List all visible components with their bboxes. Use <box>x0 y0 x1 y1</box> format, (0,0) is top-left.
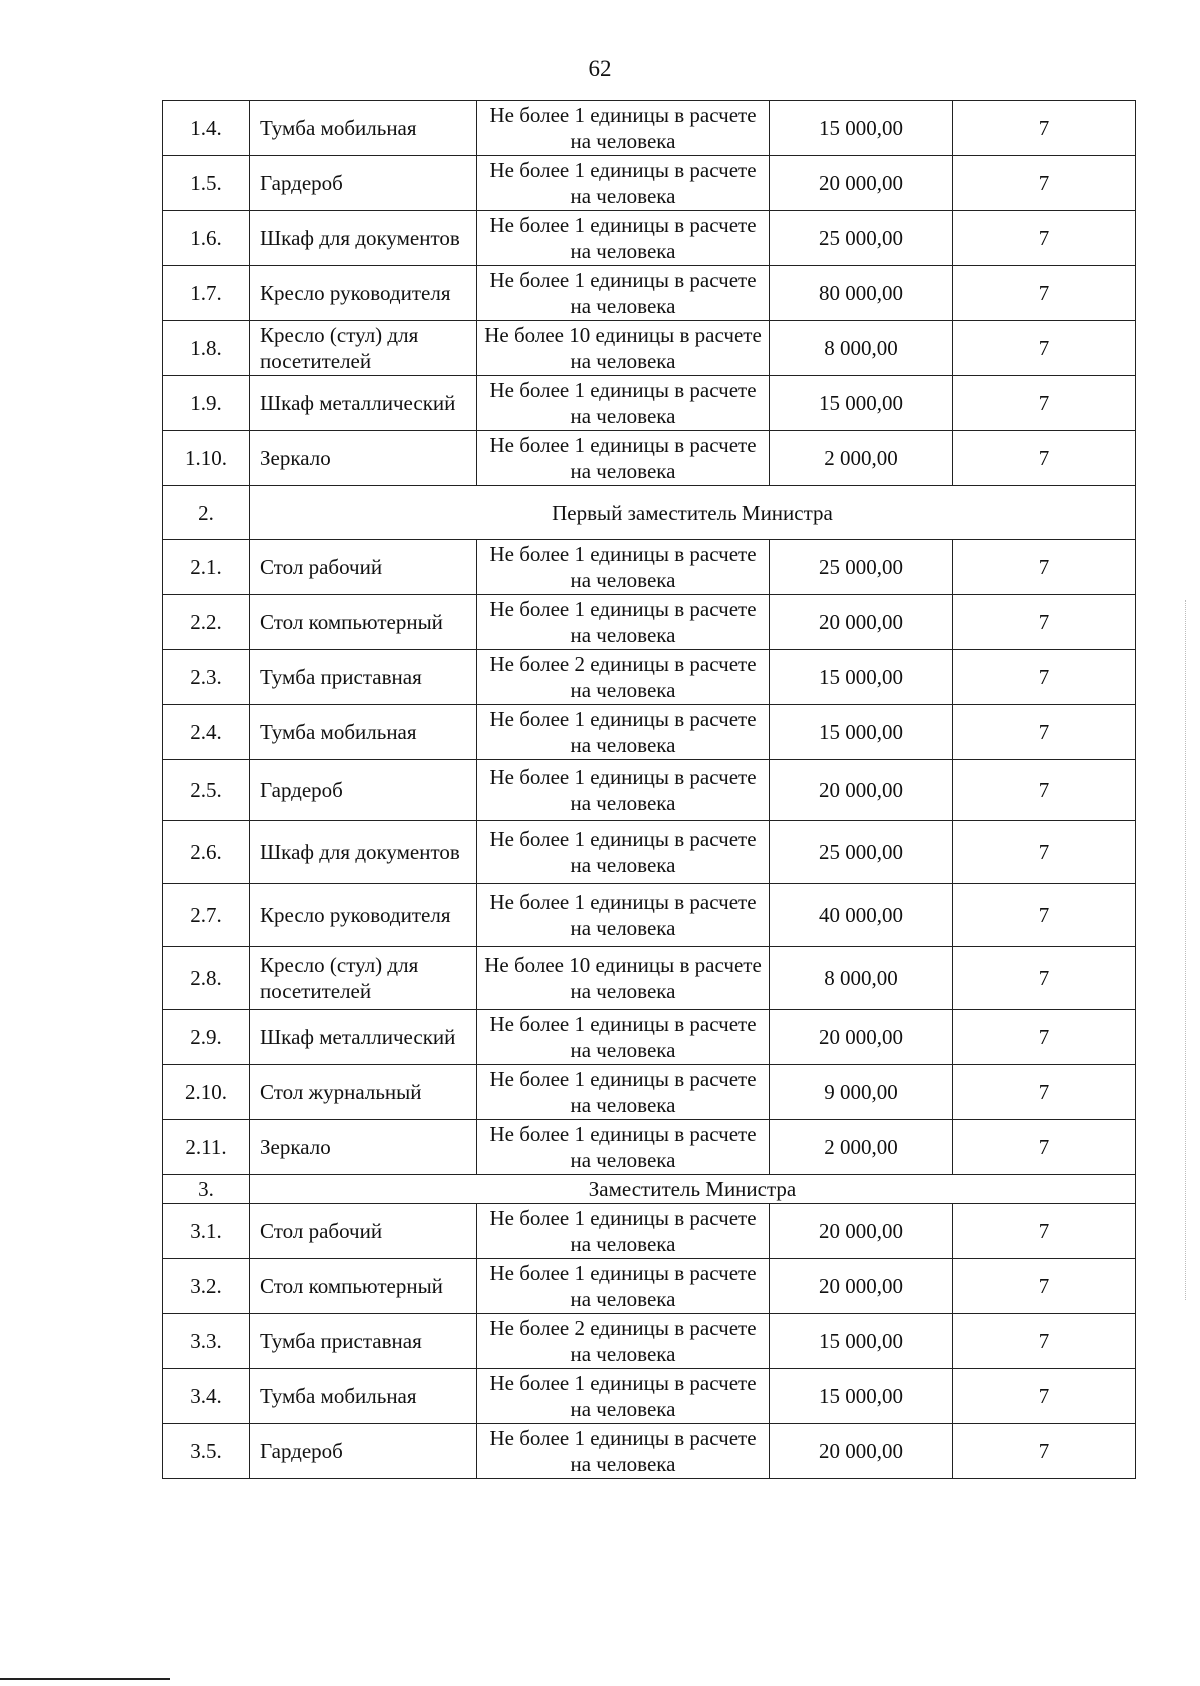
item-price: 20 000,00 <box>770 156 953 211</box>
item-name: Гардероб <box>250 760 477 821</box>
item-norm: Не более 10 единицы в расчете на человека <box>477 947 770 1010</box>
table-row <box>163 947 1136 1010</box>
item-price: 25 000,00 <box>770 821 953 884</box>
item-years: 7 <box>953 1369 1136 1424</box>
item-name: Шкаф для документов <box>250 211 477 266</box>
item-name: Кресло руководителя <box>250 884 477 947</box>
item-number: 3.1. <box>163 1204 250 1259</box>
item-number: 1.6. <box>163 211 250 266</box>
item-price: 20 000,00 <box>770 1259 953 1314</box>
table-row <box>163 1204 1136 1259</box>
item-number: 3.4. <box>163 1369 250 1424</box>
table-row <box>163 1010 1136 1065</box>
item-norm: Не более 1 единицы в расчете на человека <box>477 101 770 156</box>
table-row <box>163 101 1136 156</box>
item-number: 1.5. <box>163 156 250 211</box>
item-years: 7 <box>953 156 1136 211</box>
item-norm: Не более 1 единицы в расчете на человека <box>477 376 770 431</box>
table-row <box>163 705 1136 760</box>
item-years: 7 <box>953 595 1136 650</box>
item-price: 15 000,00 <box>770 101 953 156</box>
item-years: 7 <box>953 1204 1136 1259</box>
item-years: 7 <box>953 1120 1136 1175</box>
item-number: 2.2. <box>163 595 250 650</box>
scan-edge-marks <box>1185 600 1192 1300</box>
section-number: 3. <box>163 1175 250 1204</box>
item-name: Шкаф металлический <box>250 1010 477 1065</box>
item-price: 25 000,00 <box>770 211 953 266</box>
item-price: 20 000,00 <box>770 1010 953 1065</box>
table-row <box>163 1259 1136 1314</box>
item-years: 7 <box>953 650 1136 705</box>
item-price: 15 000,00 <box>770 1314 953 1369</box>
table-row <box>163 540 1136 595</box>
section-row <box>163 1175 1136 1204</box>
item-number: 2.5. <box>163 760 250 821</box>
item-norm: Не более 1 единицы в расчете на человека <box>477 1259 770 1314</box>
item-norm: Не более 1 единицы в расчете на человека <box>477 760 770 821</box>
section-title: Первый заместитель Министра <box>250 486 1136 540</box>
item-number: 2.4. <box>163 705 250 760</box>
item-number: 3.5. <box>163 1424 250 1479</box>
item-price: 9 000,00 <box>770 1065 953 1120</box>
item-price: 2 000,00 <box>770 431 953 486</box>
item-name: Тумба приставная <box>250 1314 477 1369</box>
item-norm: Не более 2 единицы в расчете на человека <box>477 1314 770 1369</box>
item-price: 20 000,00 <box>770 760 953 821</box>
item-name: Стол компьютерный <box>250 1259 477 1314</box>
item-years: 7 <box>953 101 1136 156</box>
furniture-norms-table <box>162 100 1136 1479</box>
item-price: 15 000,00 <box>770 705 953 760</box>
item-price: 20 000,00 <box>770 1424 953 1479</box>
item-norm: Не более 1 единицы в расчете на человека <box>477 1369 770 1424</box>
table-row <box>163 321 1136 376</box>
item-years: 7 <box>953 947 1136 1010</box>
table-row <box>163 1314 1136 1369</box>
scan-bottom-line <box>0 1678 170 1680</box>
item-years: 7 <box>953 266 1136 321</box>
item-name: Тумба мобильная <box>250 101 477 156</box>
item-norm: Не более 1 единицы в расчете на человека <box>477 595 770 650</box>
item-number: 1.8. <box>163 321 250 376</box>
item-years: 7 <box>953 1314 1136 1369</box>
item-number: 3.3. <box>163 1314 250 1369</box>
item-price: 8 000,00 <box>770 321 953 376</box>
section-number: 2. <box>163 486 250 540</box>
table-row <box>163 1369 1136 1424</box>
item-name: Тумба приставная <box>250 650 477 705</box>
item-norm: Не более 2 единицы в расчете на человека <box>477 650 770 705</box>
item-years: 7 <box>953 821 1136 884</box>
item-norm: Не более 1 единицы в расчете на человека <box>477 1424 770 1479</box>
item-norm: Не более 1 единицы в расчете на человека <box>477 431 770 486</box>
item-name: Кресло (стул) для посетителей <box>250 321 477 376</box>
item-name: Стол рабочий <box>250 1204 477 1259</box>
table-row <box>163 211 1136 266</box>
table-row <box>163 821 1136 884</box>
item-norm: Не более 1 единицы в расчете на человека <box>477 1065 770 1120</box>
item-price: 15 000,00 <box>770 650 953 705</box>
item-years: 7 <box>953 431 1136 486</box>
item-number: 2.3. <box>163 650 250 705</box>
table-row <box>163 650 1136 705</box>
item-name: Кресло руководителя <box>250 266 477 321</box>
item-years: 7 <box>953 211 1136 266</box>
item-number: 2.7. <box>163 884 250 947</box>
item-norm: Не более 1 единицы в расчете на человека <box>477 540 770 595</box>
item-norm: Не более 1 единицы в расчете на человека <box>477 705 770 760</box>
item-norm: Не более 1 единицы в расчете на человека <box>477 1120 770 1175</box>
item-name: Кресло (стул) для посетителей <box>250 947 477 1010</box>
item-name: Зеркало <box>250 1120 477 1175</box>
item-norm: Не более 1 единицы в расчете на человека <box>477 821 770 884</box>
item-name: Шкаф металлический <box>250 376 477 431</box>
item-price: 40 000,00 <box>770 884 953 947</box>
table-row <box>163 266 1136 321</box>
item-number: 2.10. <box>163 1065 250 1120</box>
item-price: 15 000,00 <box>770 1369 953 1424</box>
item-price: 2 000,00 <box>770 1120 953 1175</box>
item-number: 2.8. <box>163 947 250 1010</box>
item-number: 2.6. <box>163 821 250 884</box>
item-number: 2.1. <box>163 540 250 595</box>
item-norm: Не более 1 единицы в расчете на человека <box>477 266 770 321</box>
item-years: 7 <box>953 1259 1136 1314</box>
table-body <box>163 101 1136 1479</box>
table-row <box>163 760 1136 821</box>
item-name: Тумба мобильная <box>250 1369 477 1424</box>
item-price: 8 000,00 <box>770 947 953 1010</box>
page-number: 62 <box>588 56 612 81</box>
item-norm: Не более 1 единицы в расчете на человека <box>477 156 770 211</box>
section-row <box>163 486 1136 540</box>
item-price: 25 000,00 <box>770 540 953 595</box>
item-number: 1.4. <box>163 101 250 156</box>
item-name: Стол рабочий <box>250 540 477 595</box>
item-years: 7 <box>953 705 1136 760</box>
item-name: Стол журнальный <box>250 1065 477 1120</box>
item-norm: Не более 1 единицы в расчете на человека <box>477 1010 770 1065</box>
item-norm: Не более 1 единицы в расчете на человека <box>477 884 770 947</box>
item-norm: Не более 1 единицы в расчете на человека <box>477 211 770 266</box>
item-years: 7 <box>953 540 1136 595</box>
item-price: 80 000,00 <box>770 266 953 321</box>
table-row <box>163 431 1136 486</box>
item-norm: Не более 1 единицы в расчете на человека <box>477 1204 770 1259</box>
item-price: 15 000,00 <box>770 376 953 431</box>
item-name: Гардероб <box>250 156 477 211</box>
item-years: 7 <box>953 884 1136 947</box>
item-name: Зеркало <box>250 431 477 486</box>
item-name: Тумба мобильная <box>250 705 477 760</box>
item-price: 20 000,00 <box>770 1204 953 1259</box>
item-years: 7 <box>953 1065 1136 1120</box>
item-norm: Не более 10 единицы в расчете на человека <box>477 321 770 376</box>
item-number: 2.11. <box>163 1120 250 1175</box>
table-row <box>163 376 1136 431</box>
table-row <box>163 884 1136 947</box>
section-title: Заместитель Министра <box>250 1175 1136 1204</box>
item-years: 7 <box>953 321 1136 376</box>
item-price: 20 000,00 <box>770 595 953 650</box>
item-years: 7 <box>953 760 1136 821</box>
item-number: 1.10. <box>163 431 250 486</box>
item-name: Стол компьютерный <box>250 595 477 650</box>
table-row <box>163 1120 1136 1175</box>
item-years: 7 <box>953 376 1136 431</box>
item-number: 3.2. <box>163 1259 250 1314</box>
item-name: Шкаф для документов <box>250 821 477 884</box>
item-number: 1.7. <box>163 266 250 321</box>
item-number: 1.9. <box>163 376 250 431</box>
table-row <box>163 595 1136 650</box>
item-number: 2.9. <box>163 1010 250 1065</box>
item-years: 7 <box>953 1424 1136 1479</box>
table-row <box>163 156 1136 211</box>
table-row <box>163 1065 1136 1120</box>
table-row <box>163 1424 1136 1479</box>
item-name: Гардероб <box>250 1424 477 1479</box>
item-years: 7 <box>953 1010 1136 1065</box>
